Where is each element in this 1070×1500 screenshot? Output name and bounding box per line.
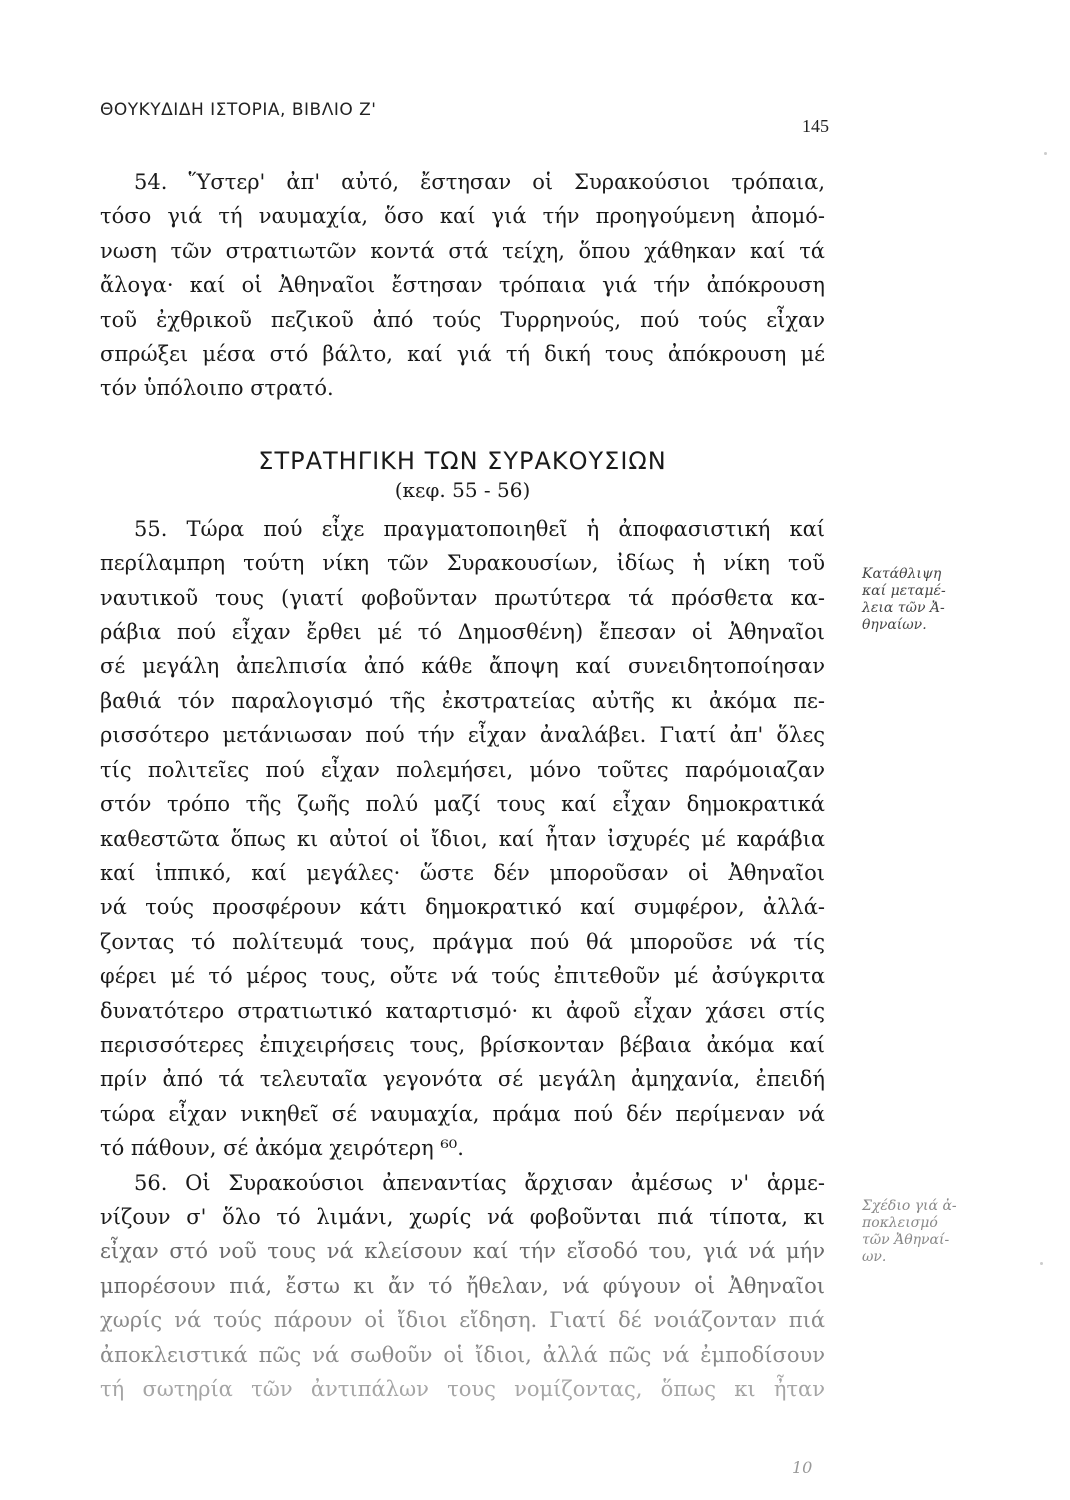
text-line: μπορέσουν πιά, ἔστω κι ἄν τό ἤθελαν, νά φύγουν οἱ Ἀθηναῖοι [100,1273,825,1298]
text-line: καθεστῶτα ὅπως κι αὐτοί οἱ ἴδιοι, καί ἦταν ἰσχυρές μέ καράβια [100,826,825,851]
text-line: ἀποκλειστικά πῶς νά σωθοῦν οἱ ἴδιοι, ἀλλά πῶς νά ἐμποδίσουν [100,1342,825,1367]
text-line: πρίν ἀπό τά τελευταῖα γεγονότα σέ μεγάλη ἀμηχανία, ἐπειδή [100,1067,825,1092]
text-line: στόν τρόπο τῆς ζωῆς πολύ μαζί τους καί εἶχαν δημοκρατικά [100,792,825,817]
margin-note-line: ποκλεισμό [862,1215,938,1231]
scan-speck [1040,1262,1043,1265]
margin-note-line: Σχέδιο γιά ἀ- [862,1198,957,1214]
text-line: φέρει μέ τό μέρος τους, οὔτε νά τούς ἐπιτεθοῦν μέ ἀσύγκριτα [100,964,825,989]
text-line: περίλαμπρη τούτη νίκη τῶν Συρακουσίων, ἰδίως ἡ νίκη τοῦ [100,551,825,576]
section-title: ΣΤΡΑΤΗΓΙΚΗ ΤΩΝ ΣΥΡΑΚΟΥΣΙΩΝ [258,446,667,475]
text-line: 54. Ὕστερ' ἀπ' αὐτό, ἔστησαν οἱ Συρακούσιοι τρόπαια, [134,170,825,194]
text-line: τίς πολιτεῖες πού εἶχαν πολεμήσει, μόνο τοῦτες παρόμοιαζαν [100,757,825,782]
text-line: τόν ὑπόλοιπο στρατό. [100,376,334,401]
page-body [100,165,825,1406]
margin-note-line: Κατάθλιψη [862,566,942,582]
text-line: τώρα εἶχαν νικηθεῖ σέ ναυμαχία, πράμα πού δέν περίμεναν νά [100,1101,825,1126]
text-line: εἶχαν στό νοῦ τους νά κλείσουν καί τήν εἴσοδό του, γιά νά μήν [100,1239,825,1264]
running-head: ΘΟΥΚΥΔΙΔΗ ΙΣΤΟΡΙΑ, ΒΙΒΛΙΟ Ζ' [100,100,377,120]
section-heading [100,446,825,504]
scan-speck [1044,152,1047,155]
margin-note-line: καί μεταμέ- [862,583,946,599]
page-number: 145 [802,116,829,136]
text-line: δυνατότερο στρατιωτικό καταρτισμό· κι ἀφοῦ εἶχαν χάσει στίς [100,998,825,1023]
text-line: τόσο γιά τή ναυμαχία, ὅσο καί γιά τήν προηγούμενη ἀπομό- [100,204,825,229]
text-line: τοῦ ἐχθρικοῦ πεζικοῦ ἀπό τούς Τυρρηνούς, πού τούς εἶχαν [100,307,825,332]
text-line: νωση τῶν στρατιωτῶν κοντά στά τείχη, ὅπου χάθηκαν καί τά [100,238,825,263]
text-line: περισσότερες ἐπιχειρήσεις τους, βρίσκονταν βέβαια ἀκόμα καί [100,1032,825,1057]
text-line: χωρίς νά τούς πάρουν οἱ ἴδιοι εἴδηση. Γιατί δέ νοιάζονταν πιά [100,1308,825,1333]
text-line: σέ μεγάλη ἀπελπισία ἀπό κάθε ἄποψη καί συνειδητοποίησαν [100,654,825,679]
text-line: ναυτικοῦ τους (γιατί φοβοῦνταν πρωτύτερα τά πρόσθετα κα- [100,585,825,610]
text-line: 55. Τώρα πού εἶχε πραγματοποιηθεῖ ἡ ἀποφασιστική καί [134,516,825,541]
text-line: καί ἱππικό, καί μεγάλες· ὥστε δέν μποροῦσαν οἱ Ἀθηναῖοι [100,860,825,885]
paragraph-55 [100,512,825,1166]
footer-signature-mark: 10 [792,1458,813,1477]
section-subtitle: (κεφ. 55 - 56) [394,477,531,502]
text-line: τό πάθουν, σέ ἀκόμα χειρότερη ⁶⁰. [100,1136,464,1161]
paragraph-56 [100,1166,825,1407]
text-line: σπρώξει μέσα στό βάλτο, καί γιά τή δική τους ἀπόκρουση μέ [100,342,825,367]
paragraph-54 [100,165,825,406]
text-line: νίζουν σ' ὅλο τό λιμάνι, χωρίς νά φοβοῦνται πιά τίποτα, κι [100,1204,825,1229]
text-line: ρισσότερο μετάνιωσαν πού τήν εἶχαν ἀναλάβει. Γιατί ἀπ' ὅλες [100,723,825,748]
text-line: ράβια πού εἶχαν ἔρθει μέ τό Δημοσθένη) ἔπεσαν οἱ Ἀθηναῖοι [100,620,825,645]
margin-note-line: λεια τῶν Ἀ- [862,600,945,616]
margin-note-line: τῶν Ἀθηναί- [862,1232,950,1248]
margin-note-blockade [862,1198,957,1266]
text-line: ἄλογα· καί οἱ Ἀθηναῖοι ἔστησαν τρόπαια γιά τήν ἀπόκρουση [100,273,825,298]
text-line: ζοντας τό πολίτευμά τους, πράγμα πού θά μποροῦσε νά τίς [100,929,825,954]
margin-note-despair [862,566,946,634]
text-line: 56. Οἱ Συρακούσιοι ἀπεναντίας ἄρχισαν ἀμέσως ν' ἁρμε- [134,1170,825,1195]
text-line: βαθιά τόν παραλογισμό τῆς ἐκστρατείας αὐτῆς κι ἀκόμα πε- [100,688,825,713]
text-line: νά τούς προσφέρουν κάτι δημοκρατικό καί συμφέρον, ἀλλά- [100,895,825,920]
margin-note-line: ων. [862,1249,887,1265]
margin-note-line: θηναίων. [862,617,927,633]
text-line: τή σωτηρία τῶν ἀντιπάλων τους νομίζοντας, ὅπως κι ἦταν [100,1377,825,1401]
